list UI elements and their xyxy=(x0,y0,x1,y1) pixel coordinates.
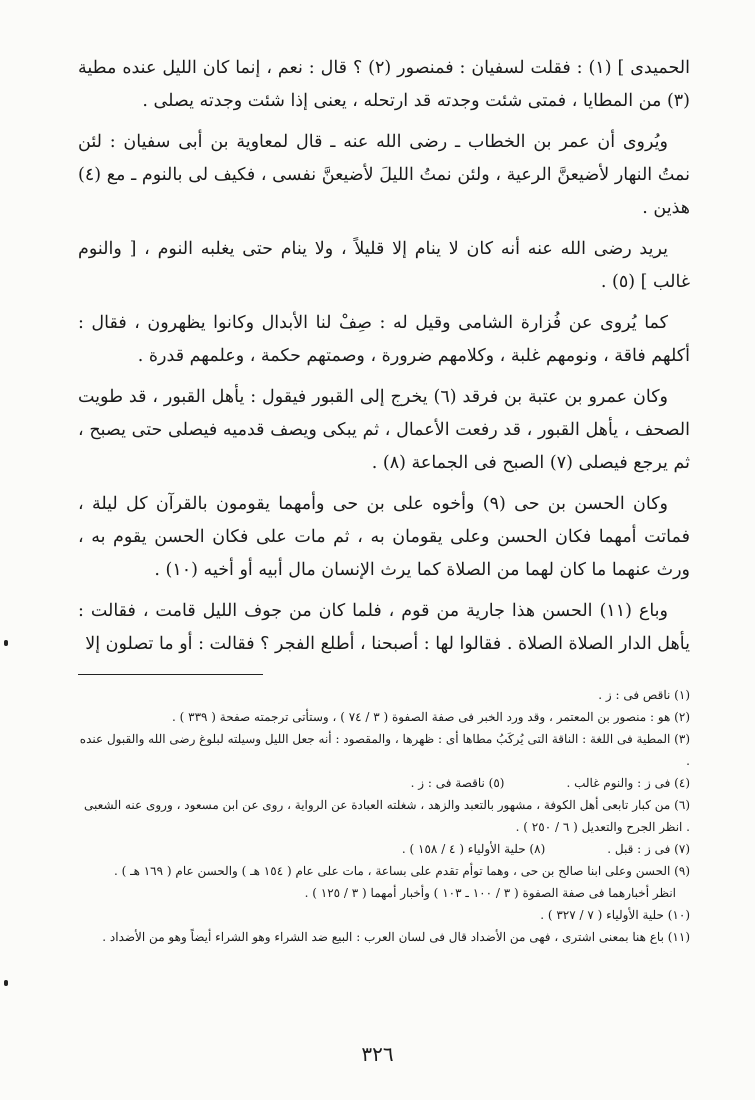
margin-mark xyxy=(4,640,8,646)
main-text xyxy=(78,52,690,661)
footnote: (٨) حلية الأولياء ( ٤ / ١٥٨ ) . xyxy=(401,842,546,856)
paragraph: وباع (١١) الحسن هذا جارية من قوم ، فلما كان من جوف الليل قامت ، فقالت : يأهل الدار الصلاة الصلاة . فقالوا لها : أصبحنا ، أطلع الفجر ؟ فقالت : أو ما تصلون إلا xyxy=(78,601,690,654)
footnote: (٢) هو : منصور بن المعتمر ، وقد ورد الخبر فى صفة الصفوة ( ٣ / ٧٤ ) ، وستأتى ترجمته صفحة ( ٣٣٩ ) . xyxy=(172,710,690,724)
footnote: (١١) باع هنا بمعنى اشترى ، فهى من الأضداد قال فى لسان العرب : البيع ضد الشراء وهو الشراء أيضاً وهو من الأضداد . xyxy=(102,930,690,944)
footnote: (٤) فى ز : والنوم غالب . xyxy=(566,776,690,790)
footnote: (١٠) حلية الأولياء ( ٧ / ٣٢٧ ) . xyxy=(540,908,690,922)
page-number: ٣٢٦ xyxy=(361,1042,394,1066)
paragraph: الحميدى ] (١) : فقلت لسفيان : فمنصور (٢) ؟ قال : نعم ، إنما كان الليل عنده مطية (٣) من المطايا ، فمتى شئت وجدته قد ارتحله ، يعنى إذا شئت وجدته يصلى . xyxy=(78,58,690,111)
footnote: انظر أخبارهما فى صفة الصفوة ( ٣ / ١٠٠ ـ ١٠٣ ) وأخبار أمهما ( ٣ / ١٢٥ ) . xyxy=(304,886,676,900)
margin-mark xyxy=(4,980,8,986)
footnotes xyxy=(78,684,690,948)
paragraph: ويُروى أن عمر بن الخطاب ـ رضى الله عنه ـ قال لمعاوية بن أبى سفيان : لئن نمتُ النهار لأضيعنَّ الرعية ، ولئن نمتُ الليلَ لأضيعنَّ نفسى ، فكيف لى بالنوم ـ مع (٤) هذين . xyxy=(78,132,690,218)
footnote: (٣) المطية فى اللغة : الناقة التى يُركَبُ مطاها أى : ظهرها ، والمقصود : أنه جعل الليل وسيلته لبلوغ رضى الله والقبول عنده . xyxy=(79,732,690,768)
paragraph: كما يُروى عن فُزارة الشامى وقيل له : صِفْ لنا الأبدال وكانوا يظهرون ، فقال : أكلهم فاقة ، ونومهم غلبة ، وكلامهم ضرورة ، وصمتهم حكمة ، وعلمهم قدرة . xyxy=(78,313,690,366)
footnote-divider xyxy=(78,674,263,675)
footnote-row xyxy=(78,838,690,860)
footnote: (٦) من كبار تابعى أهل الكوفة ، مشهور بالتعبد والزهد ، شغلته العبادة عن الرواية ، روى عن ابن مسعود ، وروى عنه الشعبى . انظر الجرح والتعديل ( ٦ / ٢٥٠ ) . xyxy=(84,798,690,834)
footnote: (٩) الحسن وعلى ابنا صالح بن حى ، وهما توأم تقدم على بساعة ، مات على عام ( ١٥٤ هـ ) والحسن عام ( ١٦٩ هـ ) . xyxy=(113,864,690,878)
page xyxy=(78,52,690,944)
footnote-row xyxy=(78,772,690,794)
paragraph: يريد رضى الله عنه أنه كان لا ينام إلا قليلاً ، ولا ينام حتى يغلبه النوم ، [ والنوم غالب ] (٥) . xyxy=(78,239,690,292)
footnote: (٥) ناقصة فى : ز . xyxy=(410,776,505,790)
paragraph: وكان عمرو بن عتبة بن فرقد (٦) يخرج إلى القبور فيقول : يأهل القبور ، قد طويت الصحف ، يأهل القبور ، قد رفعت الأعمال ، ثم يبكى ويصف قدميه فيصلى حتى يصبح ، ثم يرجع فيصلى (٧) الصبح فى الجماعة (٨) . xyxy=(78,387,690,473)
footnote: (٧) فى ز : قبل . xyxy=(607,842,690,856)
footnote: (١) ناقص فى : ز . xyxy=(598,688,690,702)
paragraph: وكان الحسن بن حى (٩) وأخوه على بن حى وأمهما يقومون بالقرآن كل ليلة ، فماتت أمهما فكان الحسن وعلى يقومان به ، ثم مات على فكان الحسن يقوم به ، ورث عنهما ما كان لهما من الصلاة كما يرث الإنسان مال أبيه أو أخيه (١٠) . xyxy=(78,494,690,580)
